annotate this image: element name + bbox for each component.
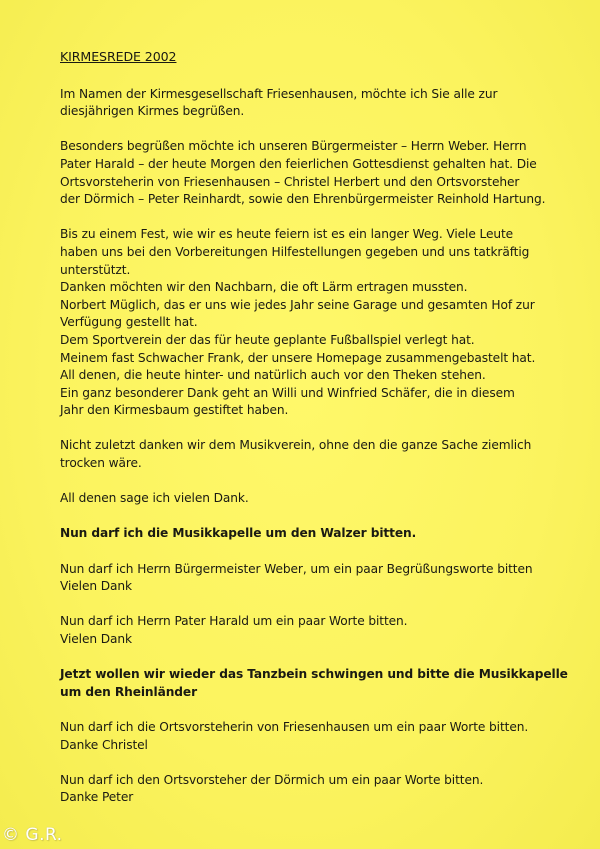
text-line: trocken wäre.: [60, 456, 142, 471]
text-line: Vielen Dank: [60, 579, 132, 594]
text-line: Nun darf ich den Ortsvorsteher der Dörmich um ein paar Worte bitten.: [60, 772, 484, 787]
text-line: Nun darf ich Herrn Bürgermeister Weber, um ein paar Begrüßungsworte bitten: [60, 561, 533, 576]
text-line: Nicht zuletzt danken wir dem Musikverein, ohne den die ganze Sache ziemlich: [60, 438, 532, 453]
text-line: Nun darf ich die Musikkapelle um den Walzer bitten.: [60, 526, 417, 541]
text-line: diesjährigen Kirmes begrüßen.: [60, 104, 245, 119]
text-line: Danke Christel: [60, 737, 148, 752]
paragraph-list: [60, 86, 568, 807]
text-line: Nun darf ich die Ortsvorsteherin von Friesenhausen um ein paar Worte bitten.: [60, 719, 529, 734]
text-line: Meinem fast Schwacher Frank, der unsere Homepage zusammengebastelt hat.: [60, 350, 536, 365]
paragraph: [60, 525, 555, 543]
paragraph: [60, 226, 555, 420]
paragraph: [60, 561, 555, 596]
paragraph: [60, 490, 555, 508]
paragraph: [60, 666, 568, 701]
copyright-watermark: © G.R.: [2, 825, 63, 845]
text-line: Ein ganz besonderer Dank geht an Willi und Winfried Schäfer, die in diesem: [60, 385, 515, 400]
paragraph: [60, 772, 555, 807]
paragraph: [60, 86, 555, 121]
text-line: Pater Harald – der heute Morgen den feierlichen Gottesdienst gehalten hat. Die: [60, 156, 537, 171]
text-line: der Dörmich – Peter Reinhardt, sowie den Ehrenbürgermeister Reinhold Hartung.: [60, 192, 546, 207]
speech-text: [60, 48, 568, 825]
paragraph: [60, 138, 555, 208]
text-line: Bis zu einem Fest, wie wir es heute feiern ist es ein langer Weg. Viele Leute: [60, 227, 514, 242]
text-line: Danke Peter: [60, 790, 134, 805]
text-line: haben uns bei den Vorbereitungen Hilfestellungen gegeben und uns tatkräftig: [60, 244, 530, 259]
text-line: Jetzt wollen wir wieder das Tanzbein schwingen und bitte die Musikkapelle: [60, 667, 568, 682]
document-title: KIRMESREDE 2002: [60, 49, 177, 64]
text-line: All denen sage ich vielen Dank.: [60, 491, 249, 506]
text-line: Im Namen der Kirmesgesellschaft Friesenhausen, möchte ich Sie alle zur: [60, 86, 498, 101]
paragraph: [60, 437, 555, 472]
text-line: Dem Sportverein der das für heute geplante Fußballspiel verlegt hat.: [60, 332, 475, 347]
text-line: Ortsvorsteherin von Friesenhausen – Christel Herbert und den Ortsvorsteher: [60, 174, 520, 189]
text-line: Norbert Müglich, das er uns wie jedes Jahr seine Garage und gesamten Hof zur: [60, 297, 535, 312]
text-line: Jahr den Kirmesbaum gestiftet haben.: [60, 403, 289, 418]
paragraph: [60, 719, 555, 754]
text-line: Nun darf ich Herrn Pater Harald um ein paar Worte bitten.: [60, 614, 408, 629]
text-line: Vielen Dank: [60, 632, 132, 646]
text-line: um den Rheinländer: [60, 684, 197, 699]
text-line: Danken möchten wir den Nachbarn, die oft Lärm ertragen mussten.: [60, 280, 468, 295]
text-line: Besonders begrüßen möchte ich unseren Bürgermeister – Herrn Weber. Herrn: [60, 139, 527, 154]
text-line: All denen, die heute hinter- und natürlich auch vor den Theken stehen.: [60, 368, 486, 383]
text-line: Verfügung gestellt hat.: [60, 315, 198, 330]
text-line: unterstützt.: [60, 262, 131, 277]
paragraph: [60, 613, 555, 648]
